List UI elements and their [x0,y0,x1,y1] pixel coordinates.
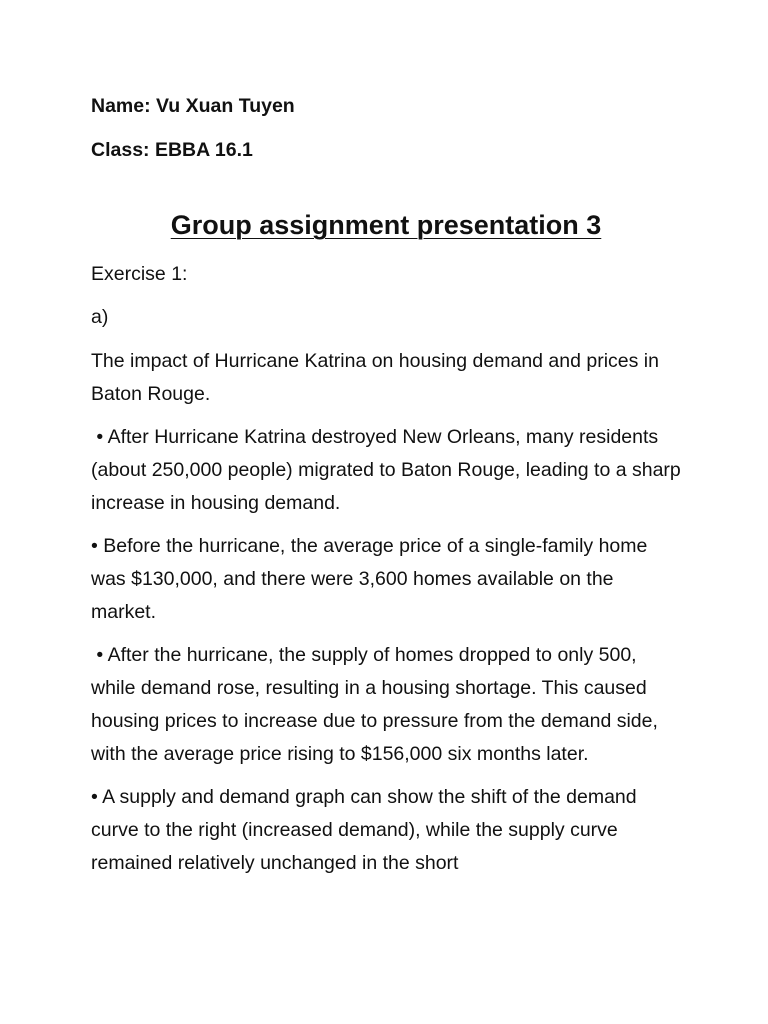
bullet-paragraph-1: • After Hurricane Katrina destroyed New Orleans, many residents (about 250,000 people) migrated to Baton Rouge, leading to a sharp increase in housing demand. [91,426,687,514]
student-class: Class: EBBA 16.1 [91,139,253,161]
bullet-paragraph-4: • A supply and demand graph can show the shift of the demand curve to the right (increased demand), while the supply curve remained relatively unchanged in the short [91,786,637,874]
document-title: Group assignment presentation 3 [170,210,602,240]
document-body [91,92,687,880]
bullet-paragraph-3: • After the hurricane, the supply of homes dropped to only 500, while demand rose, resulting in a housing shortage. This caused housing prices to increase due to pressure from the demand side, with the average price rising to $156,000 six months later. [91,644,664,765]
student-name: Name: Vu Xuan Tuyen [91,95,295,117]
exercise-label: Exercise 1: [91,263,188,285]
bullet-paragraph-2: • Before the hurricane, the average price of a single-family home was $130,000, and there were 3,600 homes available on the market. [91,535,648,623]
part-label: a) [91,306,109,328]
intro-paragraph: The impact of Hurricane Katrina on housing demand and prices in Baton Rouge. [91,350,659,405]
